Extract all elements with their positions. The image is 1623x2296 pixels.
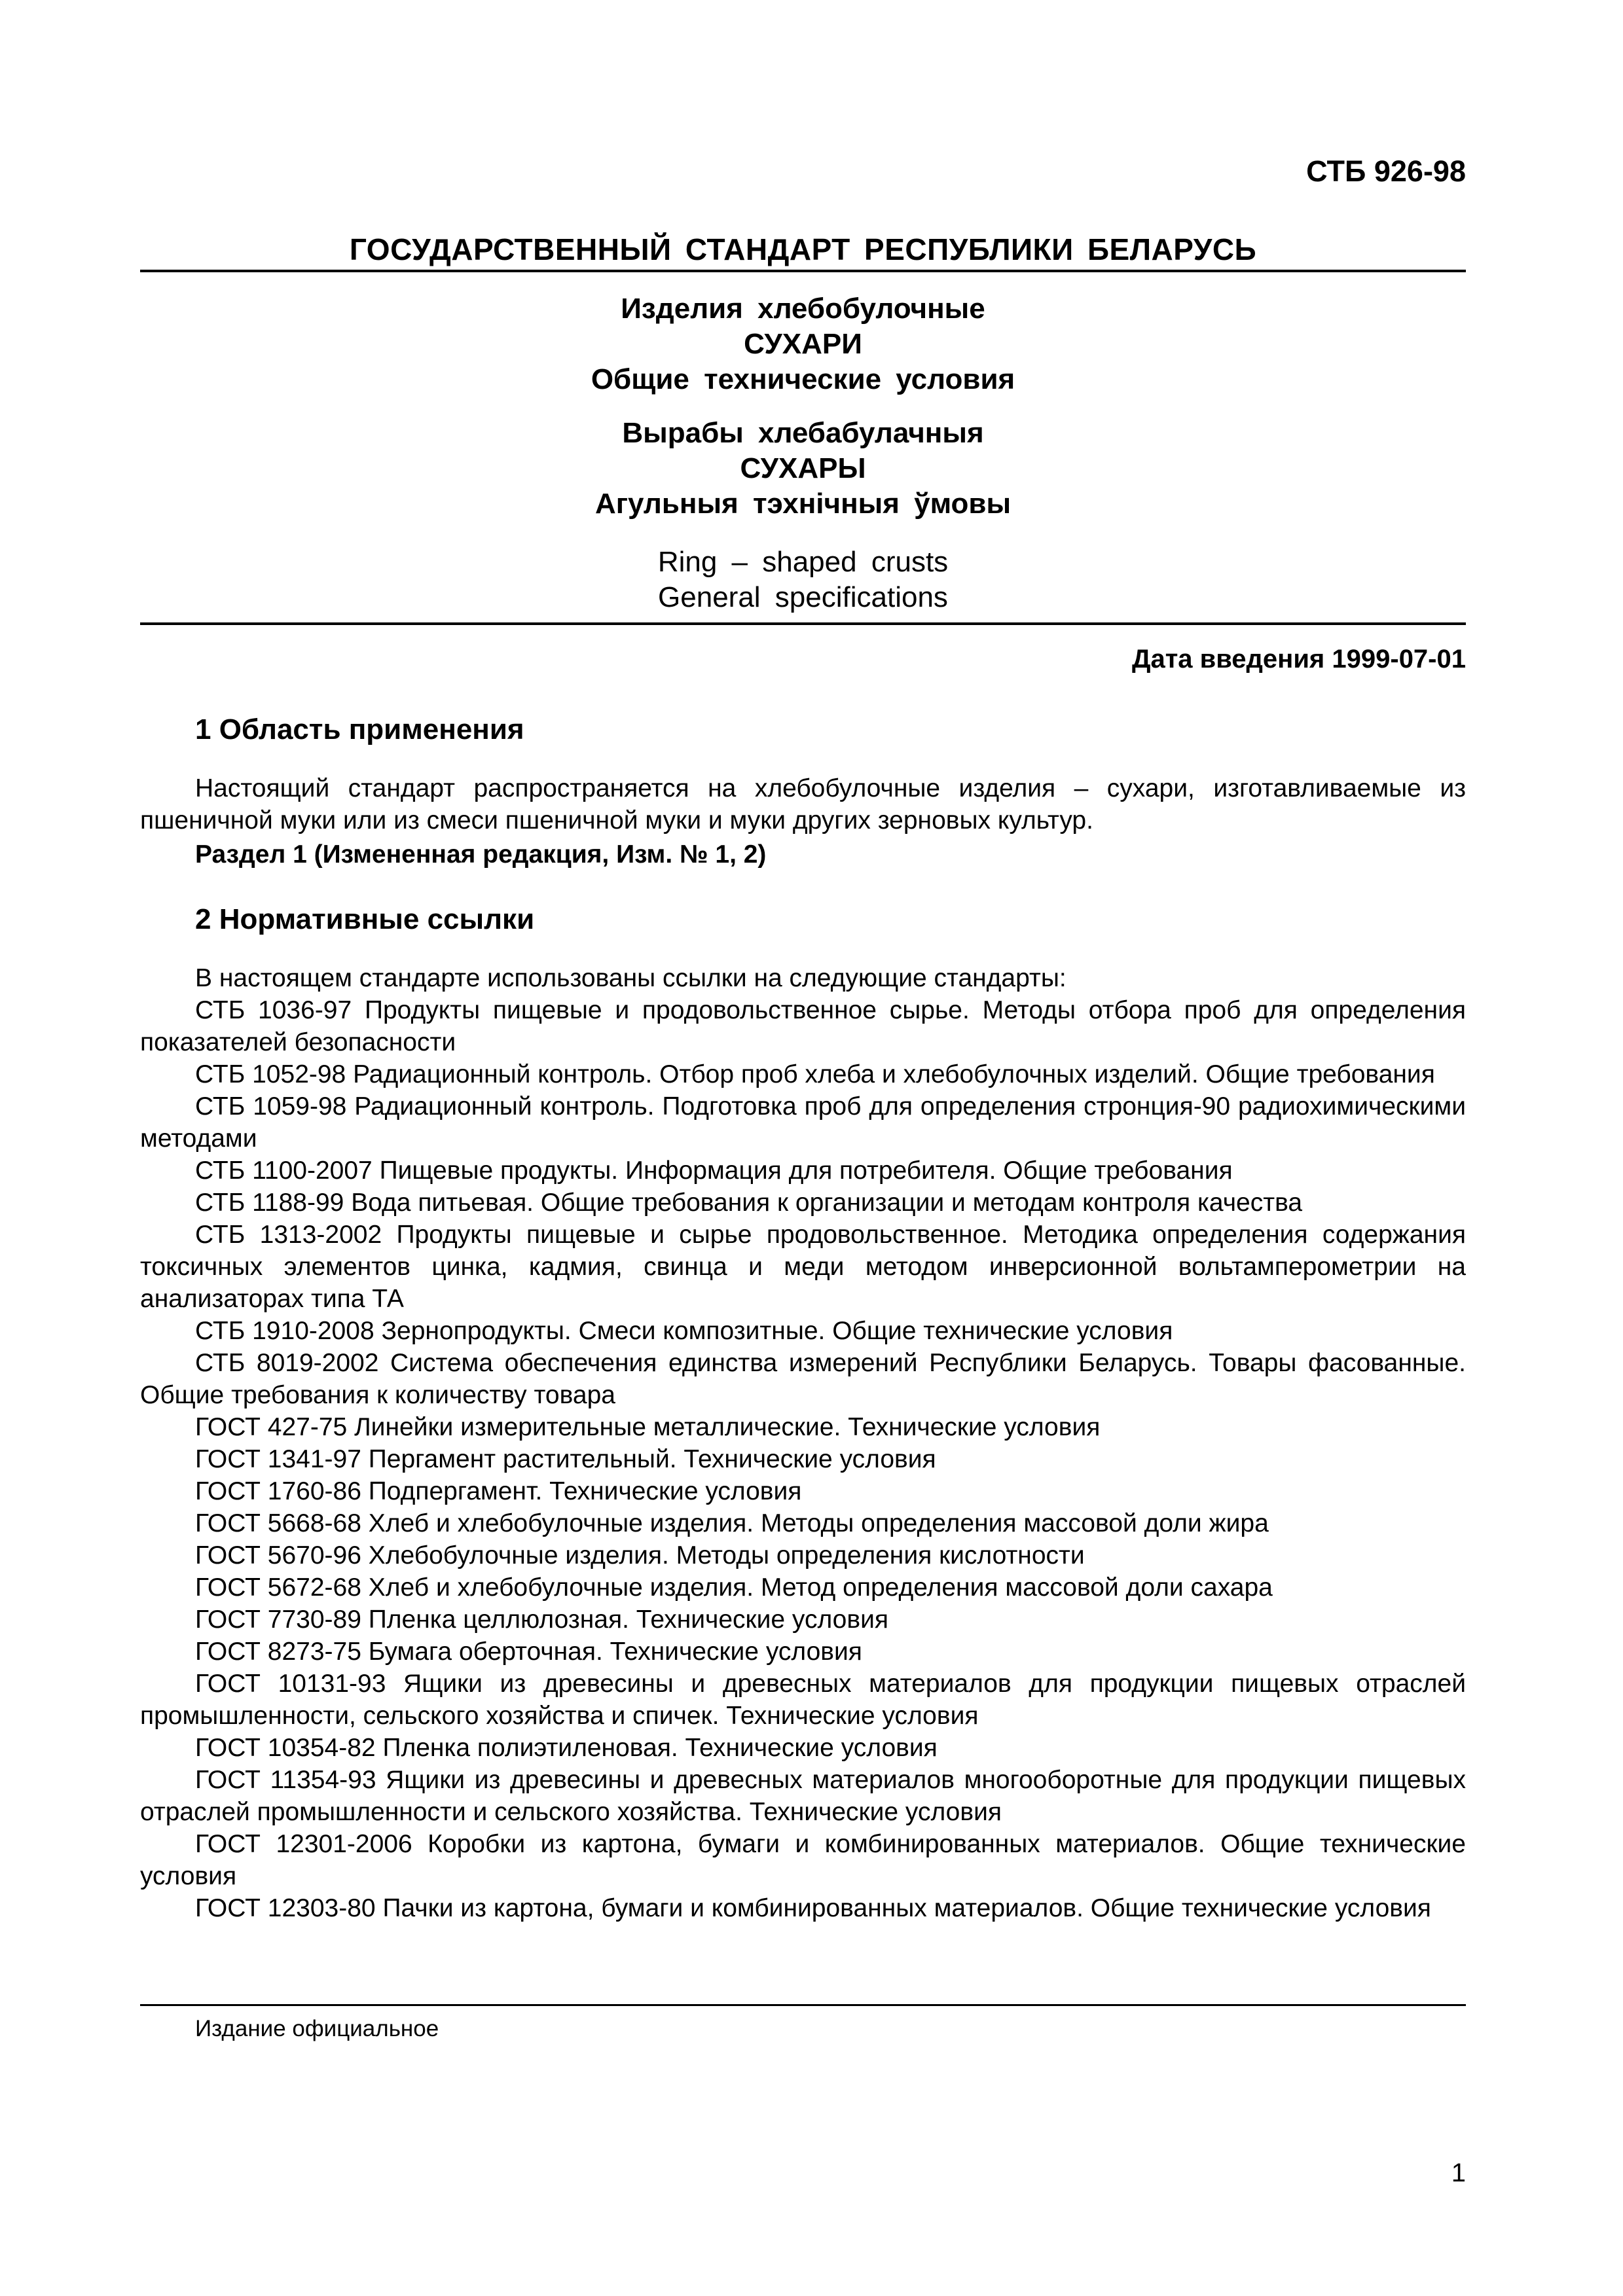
title-by-line: Вырабы хлебабулачныя bbox=[622, 417, 984, 449]
title-ru-line: Изделия хлебобулочные bbox=[621, 293, 985, 325]
reference-item: СТБ 1052-98 Радиационный контроль. Отбор проб хлеба и хлебобулочных изделий. Общие требования bbox=[195, 1060, 1435, 1088]
title-belarusian bbox=[140, 416, 1466, 522]
reference-item: ГОСТ 5672-68 Хлеб и хлебобулочные изделия. Метод определения массовой доли сахара bbox=[195, 1573, 1273, 1602]
reference-item: СТБ 8019-2002 Система обеспечения единства измерений Республики Беларусь. Товары фасованные. Общие требования к количеству товара bbox=[140, 1349, 1466, 1409]
introduction-date: Дата введения 1999-07-01 bbox=[1131, 645, 1466, 673]
reference-item: ГОСТ 12303-80 Пачки из картона, бумаги и комбинированных материалов. Общие технические условия bbox=[195, 1894, 1431, 1922]
normative-references-list bbox=[140, 994, 1466, 1924]
reference-item: ГОСТ 12301-2006 Коробки из картона, бумаги и комбинированных материалов. Общие технические условия bbox=[140, 1830, 1466, 1890]
reference-item: СТБ 1059-98 Радиационный контроль. Подготовка проб для определения стронция-90 радиохимическими методами bbox=[140, 1092, 1466, 1153]
title-by-line: Агульныя тэхнiчныя ўмовы bbox=[594, 488, 1012, 520]
edition-label: Издание официальное bbox=[195, 2016, 439, 2041]
standard-title: ГОСУДАРСТВЕННЫЙ СТАНДАРТ РЕСПУБЛИКИ БЕЛАРУСЬ bbox=[349, 232, 1257, 266]
title-ru-line: СУХАРИ bbox=[744, 328, 862, 360]
section-1-heading: 1 Область применения bbox=[195, 713, 524, 745]
title-en-line: General specifications bbox=[658, 581, 948, 613]
reference-item: ГОСТ 5670-96 Хлебобулочные изделия. Методы определения кислотности bbox=[195, 1541, 1085, 1570]
title-russian bbox=[140, 291, 1466, 397]
title-by-line: СУХАРЫ bbox=[740, 452, 866, 484]
reference-item: ГОСТ 10354-82 Пленка полиэтиленовая. Технические условия bbox=[195, 1734, 938, 1762]
title-english bbox=[140, 545, 1466, 615]
reference-item: ГОСТ 1760-86 Подпергамент. Технические условия bbox=[195, 1477, 802, 1505]
title-ru-line: Общие технические условия bbox=[591, 363, 1015, 395]
reference-item: СТБ 1036-97 Продукты пищевые и продовольственное сырье. Методы отбора проб для определения показателей безопасности bbox=[140, 996, 1466, 1056]
title-divider bbox=[140, 622, 1466, 625]
reference-item: СТБ 1100-2007 Пищевые продукты. Информация для потребителя. Общие требования bbox=[195, 1157, 1233, 1185]
reference-item: ГОСТ 7730-89 Пленка целлюлозная. Технические условия bbox=[195, 1605, 888, 1634]
reference-item: ГОСТ 5668-68 Хлеб и хлебобулочные изделия. Методы определения массовой доли жира bbox=[195, 1509, 1269, 1537]
reference-item: СТБ 1188-99 Вода питьевая. Общие требования к организации и методам контроля качества bbox=[195, 1189, 1303, 1217]
title-en-line: Ring – shaped crusts bbox=[657, 546, 949, 578]
footer-divider bbox=[140, 2004, 1466, 2006]
top-divider bbox=[140, 270, 1466, 272]
reference-item: ГОСТ 8273-75 Бумага оберточная. Технические условия bbox=[195, 1638, 862, 1666]
section-1-text: Настоящий стандарт распространяется на хлебобулочные изделия – сухари, изготавливаемые из пшеничной муки или из смеси пшеничной муки и муки других зерновых культур. bbox=[140, 774, 1466, 834]
reference-item: ГОСТ 1341-97 Пергамент растительный. Технические условия bbox=[195, 1445, 936, 1473]
reference-item: ГОСТ 10131-93 Ящики из древесины и древесных материалов для продукции пищевых отраслей промышленности, сельского хозяйства и спичек. Технические условия bbox=[140, 1670, 1466, 1730]
reference-item: ГОСТ 427-75 Линейки измерительные металлические. Технические условия bbox=[195, 1413, 1101, 1441]
section-2-heading: 2 Нормативные ссылки bbox=[195, 903, 535, 935]
page-number: 1 bbox=[1451, 2159, 1466, 2187]
reference-item: СТБ 1910-2008 Зернопродукты. Смеси композитные. Общие технические условия bbox=[195, 1317, 1173, 1345]
document-number: СТБ 926-98 bbox=[1306, 154, 1466, 188]
reference-item: ГОСТ 11354-93 Ящики из древесины и древесных материалов многооборотные для продукции пищевых отраслей промышленности и сельского хозяйства. Технические условия bbox=[140, 1766, 1466, 1826]
reference-item: СТБ 1313-2002 Продукты пищевые и сырье продовольственное. Методика определения содержания токсичных элементов цинка, кадмия, свинца и меди методом инверсионной вольтамперометрии на анализаторах типа ТА bbox=[140, 1221, 1466, 1313]
section-1-amendment-note: Раздел 1 (Измененная редакция, Изм. № 1, 2) bbox=[195, 840, 767, 869]
section-1-paragraph bbox=[140, 772, 1466, 836]
section-2-intro: В настоящем стандарте использованы ссылки на следующие стандарты: bbox=[195, 964, 1067, 992]
